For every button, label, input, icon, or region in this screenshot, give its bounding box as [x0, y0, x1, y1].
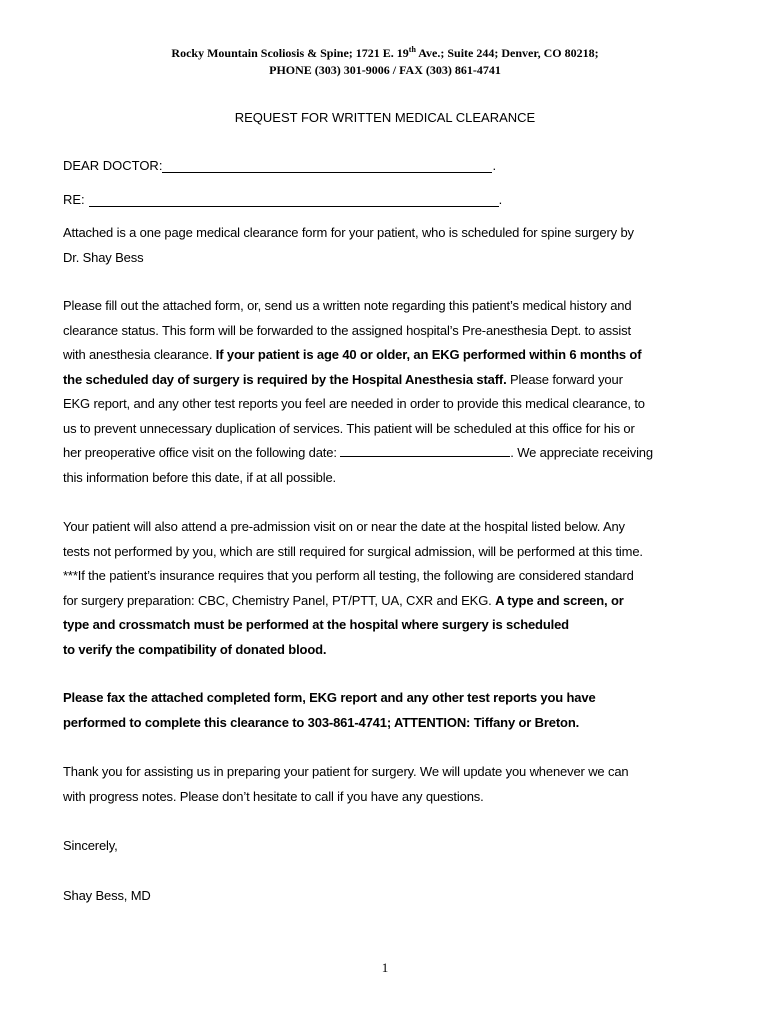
paragraph-instructions: [63, 294, 708, 490]
letterhead-address-text-cont: Ave.; Suite 244; Denver, CO 80218;: [415, 46, 599, 60]
text-line: Thank you for assisting us in preparing your patient for surgery. We will update you whenever we can: [63, 764, 629, 779]
re-period: .: [498, 192, 503, 207]
letterhead-address-text: Rocky Mountain Scoliosis & Spine; 1721 E. 19: [171, 46, 409, 60]
dear-doctor-field: [63, 158, 496, 173]
paragraph-fax-instructions: [63, 686, 708, 735]
text-line: [63, 368, 708, 393]
paragraph-thank-you: [63, 760, 708, 809]
text-line: clearance status. This form will be forwarded to the assigned hospital’s Pre-anesthesia Dept. to assist: [63, 322, 631, 338]
bold-text-line: to verify the compatibility of donated blood.: [63, 641, 327, 657]
letterhead-address: [0, 46, 770, 61]
text-line: Dr. Shay Bess: [63, 249, 144, 265]
paragraph-intro: [63, 221, 708, 270]
text-line: [63, 589, 708, 614]
bold-text-line: performed to complete this clearance to 303-861-4741; ATTENTION: Tiffany or Breton.: [63, 714, 580, 730]
signature-name: Shay Bess, MD: [63, 888, 151, 903]
re-field: [63, 192, 502, 207]
text-segment: with anesthesia clearance.: [63, 347, 216, 362]
text-line: tests not performed by you, which are still required for surgical admission, will be performed at this time.: [63, 543, 643, 559]
bold-text: If your patient is age 40 or older, an EKG performed within 6 months of: [215, 347, 642, 362]
text-segment: her preoperative office visit on the following date:: [63, 445, 341, 460]
text-line: this information before this date, if at all possible.: [63, 469, 336, 485]
text-line: us to prevent unnecessary duplication of services. This patient will be scheduled at this office for his or: [63, 420, 635, 436]
letterhead-phone-fax: PHONE (303) 301-9006 / FAX (303) 861-4741: [269, 63, 501, 77]
text-line: Your patient will also attend a pre-admission visit on or near the date at the hospital listed below. Any: [63, 519, 625, 534]
dear-doctor-label: DEAR DOCTOR:: [63, 158, 163, 173]
bold-text: A type and screen, or: [495, 592, 624, 608]
text-segment: Please forward your: [506, 371, 623, 387]
text-segment: . We appreciate receiving: [510, 445, 653, 460]
page-number: 1: [381, 960, 389, 975]
text-line: [63, 343, 708, 368]
paragraph-pre-admission: [63, 515, 708, 662]
document-title: REQUEST FOR WRITTEN MEDICAL CLEARANCE: [234, 110, 536, 125]
visit-date-blank[interactable]: [340, 444, 510, 457]
bold-text-line: type and crossmatch must be performed at the hospital where surgery is scheduled: [63, 617, 569, 632]
text-line: EKG report, and any other test reports you feel are needed in order to provide this medical clearance, to: [63, 396, 645, 411]
re-label: RE:: [63, 192, 85, 207]
dear-doctor-blank[interactable]: [162, 159, 492, 173]
dear-doctor-period: .: [492, 158, 497, 173]
ordinal-suffix: th: [408, 45, 416, 54]
text-segment: for surgery preparation: CBC, Chemistry Panel, PT/PTT, UA, CXR and EKG.: [63, 592, 496, 608]
text-line: Please fill out the attached form, or, send us a written note regarding this patient’s medical history and: [63, 298, 632, 313]
re-blank[interactable]: [89, 193, 499, 207]
closing: Sincerely,: [63, 838, 118, 853]
bold-text: the scheduled day of surgery is required by the Hospital Anesthesia staff.: [63, 371, 507, 387]
text-line: [63, 441, 708, 466]
text-line: with progress notes. Please don’t hesitate to call if you have any questions.: [63, 788, 484, 804]
text-line: Attached is a one page medical clearance form for your patient, who is scheduled for spine surgery by: [63, 225, 634, 240]
bold-text-line: Please fax the attached completed form, EKG report and any other test reports you have: [63, 690, 596, 705]
text-line: ***If the patient’s insurance requires that you perform all testing, the following are considered standard: [63, 568, 634, 583]
